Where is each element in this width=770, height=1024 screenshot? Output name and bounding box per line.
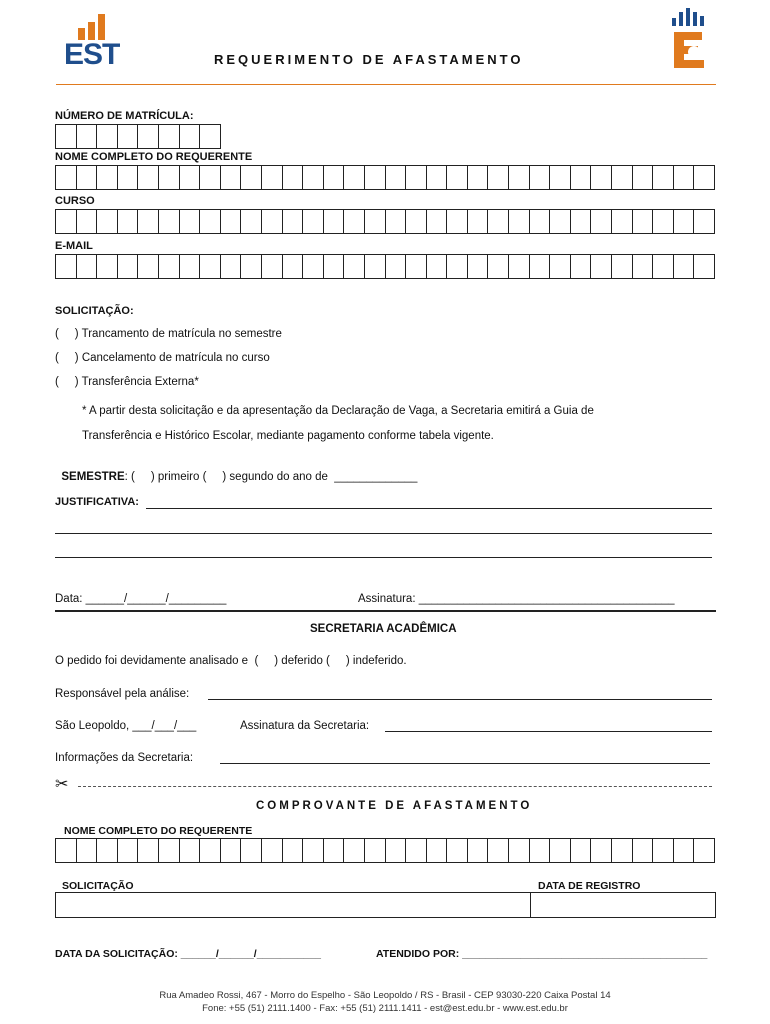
char-box[interactable] bbox=[674, 166, 695, 190]
char-box[interactable] bbox=[550, 255, 571, 279]
char-box[interactable] bbox=[365, 839, 386, 863]
char-box[interactable] bbox=[200, 125, 221, 149]
matricula-label: NÚMERO DE MATRÍCULA: bbox=[55, 110, 194, 122]
char-box[interactable] bbox=[283, 166, 304, 190]
char-box[interactable] bbox=[468, 255, 489, 279]
char-box[interactable] bbox=[138, 125, 159, 149]
footer-contact: Fone: +55 (51) 2111.1400 - Fax: +55 (51) 2111.1411 - est@est.edu.br - www.est.edu.br bbox=[202, 1003, 568, 1014]
option-cancelamento[interactable]: ( ) Cancelamento de matrícula no curso bbox=[55, 352, 270, 364]
char-box[interactable] bbox=[180, 255, 201, 279]
char-box[interactable] bbox=[200, 210, 221, 234]
char-box[interactable] bbox=[633, 210, 654, 234]
char-box[interactable] bbox=[262, 839, 283, 863]
char-box[interactable] bbox=[612, 210, 633, 234]
char-box[interactable] bbox=[262, 210, 283, 234]
responsavel-line[interactable] bbox=[208, 699, 712, 700]
char-box[interactable] bbox=[159, 166, 180, 190]
char-box[interactable] bbox=[365, 255, 386, 279]
char-box[interactable] bbox=[674, 210, 695, 234]
char-box[interactable] bbox=[283, 210, 304, 234]
char-box[interactable] bbox=[221, 166, 242, 190]
char-box[interactable] bbox=[468, 210, 489, 234]
responsavel-label: Responsável pela análise: bbox=[55, 688, 190, 700]
char-box[interactable] bbox=[447, 210, 468, 234]
logo-right bbox=[668, 8, 712, 70]
char-box[interactable] bbox=[200, 839, 221, 863]
char-box[interactable] bbox=[344, 210, 365, 234]
char-box[interactable] bbox=[591, 210, 612, 234]
option-trancamento[interactable]: ( ) Trancamento de matrícula no semestre bbox=[55, 328, 282, 340]
char-box[interactable] bbox=[591, 839, 612, 863]
char-box[interactable] bbox=[200, 255, 221, 279]
char-box[interactable] bbox=[324, 210, 345, 234]
char-box[interactable] bbox=[571, 166, 592, 190]
char-box[interactable] bbox=[221, 210, 242, 234]
char-box[interactable] bbox=[180, 210, 201, 234]
char-box[interactable] bbox=[56, 839, 77, 863]
char-box[interactable] bbox=[221, 839, 242, 863]
char-box[interactable] bbox=[488, 210, 509, 234]
char-box[interactable] bbox=[406, 166, 427, 190]
char-box[interactable] bbox=[694, 839, 715, 863]
char-box[interactable] bbox=[324, 839, 345, 863]
char-box[interactable] bbox=[56, 210, 77, 234]
char-box[interactable] bbox=[571, 210, 592, 234]
data-field[interactable]: Data: ______/______/_________ bbox=[55, 593, 227, 605]
data-registro-box[interactable] bbox=[530, 892, 716, 918]
char-box[interactable] bbox=[447, 166, 468, 190]
comprovante-solicitacao-label: SOLICITAÇÃO bbox=[62, 880, 134, 892]
char-box[interactable] bbox=[694, 255, 715, 279]
char-box[interactable] bbox=[550, 166, 571, 190]
nome-field[interactable] bbox=[55, 165, 715, 190]
char-box[interactable] bbox=[303, 166, 324, 190]
informacoes-line[interactable] bbox=[220, 763, 710, 764]
char-box[interactable] bbox=[365, 166, 386, 190]
char-box[interactable] bbox=[530, 166, 551, 190]
char-box[interactable] bbox=[97, 125, 118, 149]
char-box[interactable] bbox=[118, 166, 139, 190]
char-box[interactable] bbox=[283, 255, 304, 279]
char-box[interactable] bbox=[262, 166, 283, 190]
char-box[interactable] bbox=[180, 125, 201, 149]
nome-label: NOME COMPLETO DO REQUERENTE bbox=[55, 151, 253, 163]
char-box[interactable] bbox=[344, 839, 365, 863]
char-box[interactable] bbox=[303, 839, 324, 863]
assinatura-field[interactable]: Assinatura: ________________________________________ bbox=[358, 593, 675, 605]
scissors-icon: ✂ bbox=[55, 776, 69, 793]
cut-line bbox=[78, 786, 712, 787]
semestre-options[interactable]: : ( ) primeiro ( ) segundo do ano de _____________ bbox=[124, 471, 418, 483]
char-box[interactable] bbox=[118, 125, 139, 149]
char-box[interactable] bbox=[56, 125, 77, 149]
logo-columns-icon bbox=[668, 8, 712, 70]
char-box[interactable] bbox=[344, 166, 365, 190]
char-box[interactable] bbox=[138, 839, 159, 863]
char-box[interactable] bbox=[303, 210, 324, 234]
char-box[interactable] bbox=[427, 210, 448, 234]
char-box[interactable] bbox=[386, 166, 407, 190]
char-box[interactable] bbox=[365, 210, 386, 234]
char-box[interactable] bbox=[77, 166, 98, 190]
char-box[interactable] bbox=[633, 839, 654, 863]
char-box[interactable] bbox=[386, 255, 407, 279]
char-box[interactable] bbox=[571, 255, 592, 279]
char-box[interactable] bbox=[97, 255, 118, 279]
char-box[interactable] bbox=[550, 839, 571, 863]
char-box[interactable] bbox=[118, 255, 139, 279]
logo-text: EST bbox=[64, 38, 120, 71]
char-box[interactable] bbox=[283, 839, 304, 863]
char-box[interactable] bbox=[509, 839, 530, 863]
informacoes-label: Informações da Secretaria: bbox=[55, 752, 194, 764]
logo-est bbox=[62, 8, 122, 72]
char-box[interactable] bbox=[406, 210, 427, 234]
char-box[interactable] bbox=[509, 210, 530, 234]
char-box[interactable] bbox=[241, 166, 262, 190]
char-box[interactable] bbox=[591, 255, 612, 279]
char-box[interactable] bbox=[427, 166, 448, 190]
char-box[interactable] bbox=[509, 166, 530, 190]
char-box[interactable] bbox=[56, 166, 77, 190]
char-box[interactable] bbox=[159, 839, 180, 863]
char-box[interactable] bbox=[653, 166, 674, 190]
char-box[interactable] bbox=[241, 210, 262, 234]
char-box[interactable] bbox=[694, 210, 715, 234]
justificativa-line-3[interactable] bbox=[55, 557, 712, 558]
char-box[interactable] bbox=[241, 255, 262, 279]
comprovante-solicitacao-box[interactable] bbox=[55, 892, 531, 918]
char-box[interactable] bbox=[612, 839, 633, 863]
char-box[interactable] bbox=[118, 839, 139, 863]
char-box[interactable] bbox=[612, 255, 633, 279]
char-box[interactable] bbox=[427, 255, 448, 279]
char-box[interactable] bbox=[427, 839, 448, 863]
char-box[interactable] bbox=[653, 210, 674, 234]
data-solicitacao-field[interactable]: DATA DA SOLICITAÇÃO: ______/______/___________ bbox=[55, 948, 321, 960]
char-box[interactable] bbox=[509, 255, 530, 279]
char-box[interactable] bbox=[159, 125, 180, 149]
char-box[interactable] bbox=[77, 125, 98, 149]
char-box[interactable] bbox=[653, 255, 674, 279]
char-box[interactable] bbox=[303, 255, 324, 279]
char-box[interactable] bbox=[530, 255, 551, 279]
char-box[interactable] bbox=[97, 210, 118, 234]
curso-field[interactable] bbox=[55, 209, 715, 234]
option-transferencia[interactable]: ( ) Transferência Externa* bbox=[55, 376, 199, 388]
char-box[interactable] bbox=[241, 839, 262, 863]
secretaria-heading: SECRETARIA ACADÊMICA bbox=[310, 623, 457, 635]
char-box[interactable] bbox=[468, 839, 489, 863]
char-box[interactable] bbox=[550, 210, 571, 234]
char-box[interactable] bbox=[530, 210, 551, 234]
char-box[interactable] bbox=[653, 839, 674, 863]
char-box[interactable] bbox=[221, 255, 242, 279]
sao-leopoldo-date[interactable]: São Leopoldo, ___/___/___ bbox=[55, 720, 197, 732]
note-line-1: * A partir desta solicitação e da apresentação da Declaração de Vaga, a Secretaria emitirá a Guia de bbox=[82, 405, 594, 417]
email-label: E-MAIL bbox=[55, 240, 93, 252]
header-divider bbox=[56, 84, 716, 85]
data-registro-label: DATA DE REGISTRO bbox=[538, 880, 641, 892]
assinatura-secretaria-line[interactable] bbox=[385, 731, 712, 732]
char-box[interactable] bbox=[56, 255, 77, 279]
pedido-status[interactable]: O pedido foi devidamente analisado e ( ) deferido ( ) indeferido. bbox=[55, 655, 407, 667]
char-box[interactable] bbox=[406, 839, 427, 863]
char-box[interactable] bbox=[386, 210, 407, 234]
justificativa-label: JUSTIFICATIVA: bbox=[55, 496, 139, 508]
char-box[interactable] bbox=[633, 166, 654, 190]
char-box[interactable] bbox=[447, 839, 468, 863]
char-box[interactable] bbox=[77, 839, 98, 863]
char-box[interactable] bbox=[200, 166, 221, 190]
comprovante-nome-label: NOME COMPLETO DO REQUERENTE bbox=[64, 825, 253, 837]
solicitacao-label: SOLICITAÇÃO: bbox=[55, 305, 134, 317]
char-box[interactable] bbox=[488, 255, 509, 279]
char-box[interactable] bbox=[77, 210, 98, 234]
char-box[interactable] bbox=[386, 839, 407, 863]
char-box[interactable] bbox=[591, 166, 612, 190]
atendido-por-field[interactable]: ATENDIDO POR: __________________________________________ bbox=[376, 948, 708, 960]
justificativa-line-1[interactable] bbox=[146, 508, 712, 509]
curso-label: CURSO bbox=[55, 195, 95, 207]
char-box[interactable] bbox=[262, 255, 283, 279]
semestre-row bbox=[55, 459, 417, 483]
char-box[interactable] bbox=[674, 839, 695, 863]
char-box[interactable] bbox=[344, 255, 365, 279]
note-line-2: Transferência e Histórico Escolar, mediante pagamento conforme tabela vigente. bbox=[82, 430, 494, 442]
justificativa-line-2[interactable] bbox=[55, 533, 712, 534]
char-box[interactable] bbox=[488, 166, 509, 190]
char-box[interactable] bbox=[447, 255, 468, 279]
email-field[interactable] bbox=[55, 254, 715, 279]
char-box[interactable] bbox=[118, 210, 139, 234]
comprovante-title: COMPROVANTE DE AFASTAMENTO bbox=[256, 800, 533, 812]
char-box[interactable] bbox=[468, 166, 489, 190]
char-box[interactable] bbox=[138, 255, 159, 279]
assinatura-secretaria-label: Assinatura da Secretaria: bbox=[240, 720, 370, 732]
char-box[interactable] bbox=[694, 166, 715, 190]
char-box[interactable] bbox=[530, 839, 551, 863]
footer-address: Rua Amadeo Rossi, 467 - Morro do Espelho - São Leopoldo / RS - Brasil - CEP 93030-220 Caixa Postal 14 bbox=[159, 990, 611, 1001]
char-box[interactable] bbox=[180, 839, 201, 863]
char-box[interactable] bbox=[324, 166, 345, 190]
char-box[interactable] bbox=[406, 255, 427, 279]
char-box[interactable] bbox=[138, 166, 159, 190]
char-box[interactable] bbox=[633, 255, 654, 279]
char-box[interactable] bbox=[612, 166, 633, 190]
section-divider bbox=[55, 610, 716, 612]
char-box[interactable] bbox=[324, 255, 345, 279]
comprovante-nome-field[interactable] bbox=[55, 838, 715, 863]
char-box[interactable] bbox=[488, 839, 509, 863]
char-box[interactable] bbox=[138, 210, 159, 234]
char-box[interactable] bbox=[180, 166, 201, 190]
char-box[interactable] bbox=[674, 255, 695, 279]
page-title: REQUERIMENTO DE AFASTAMENTO bbox=[214, 52, 524, 67]
char-box[interactable] bbox=[77, 255, 98, 279]
char-box[interactable] bbox=[159, 210, 180, 234]
semestre-label: SEMESTRE bbox=[61, 471, 125, 483]
char-box[interactable] bbox=[571, 839, 592, 863]
char-box[interactable] bbox=[97, 166, 118, 190]
matricula-field[interactable] bbox=[55, 124, 221, 149]
char-box[interactable] bbox=[97, 839, 118, 863]
char-box[interactable] bbox=[159, 255, 180, 279]
